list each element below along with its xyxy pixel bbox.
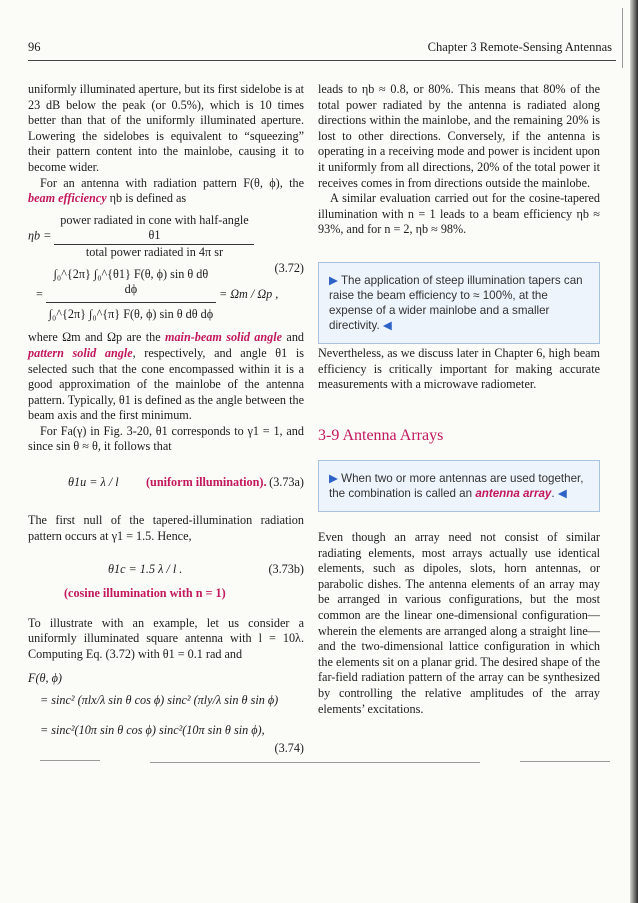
paragraph: To illustrate with an example, let us consider a uniformly illuminated square antenna with l = 10λ. Computing Eq. (3.72) with θ1 = 0.1 rad and — [28, 615, 304, 662]
eq-integral-numerator: ∫₀^{2π} ∫₀^{θ1} F(θ, ϕ) sin θ dθ dϕ — [46, 267, 216, 303]
equation-3-73b — [28, 562, 304, 580]
eq-condition: (cosine illumination with n = 1) — [64, 586, 226, 601]
page-header — [28, 40, 612, 60]
paragraph: For Fa(γ) in Fig. 3-20, θ1 corresponds to γ1 = 1, and since sin θ ≈ θ, it follows that — [28, 423, 304, 454]
edge-mark — [622, 8, 623, 68]
equation-number: (3.73a) — [269, 475, 304, 490]
page-edge-shadow — [630, 0, 638, 903]
eq-lhs: ηb = — [28, 228, 52, 243]
term-antenna-array: antenna array — [475, 487, 552, 500]
chapter-title: Chapter 3 Remote-Sensing Antennas — [427, 40, 612, 54]
equation-number: (3.73b) — [268, 562, 304, 577]
term-main-beam-solid-angle: main-beam solid angle — [164, 330, 283, 345]
eq-condition: (uniform illumination). — [146, 475, 267, 490]
callout-start-icon: ▶ — [329, 472, 338, 485]
eq-line: = sinc²(10π sin θ cos ϕ) sinc²(10π sin θ sin ϕ), — [40, 722, 265, 737]
paragraph — [28, 330, 304, 424]
paragraph: Nevertheless, as we discuss later in Chapter 6, high beam efficiency is critically important for making accurate measurements with a microwave radiometer. — [318, 346, 600, 392]
footer-mark — [520, 761, 610, 762]
text: where Ωm and Ωp are the — [28, 330, 161, 345]
equation-3-73a — [28, 475, 304, 493]
eq-body: θ1u = λ / l — [68, 475, 119, 490]
eq-fraction — [54, 213, 254, 261]
callout-box — [318, 262, 600, 344]
section-heading: 3-9 Antenna Arrays — [318, 427, 444, 444]
callout-text: The application of steep illumination tapers can raise the beam efficiency to ≈ 100%, at the expense of a wider mainlobe and a smaller directivity. — [329, 274, 583, 332]
right-column-arrays — [318, 530, 600, 717]
eq-ratio: = Ωm / Ωp , — [218, 286, 279, 301]
footer-mark — [150, 762, 480, 763]
text: ηb is defined as — [106, 191, 187, 206]
paragraph: A similar evaluation carried out for the cosine-tapered illumination with n = 1 leads to a beam efficiency ηb ≈ 93%, and for n = 2, ηb ≈ 98%. — [318, 191, 600, 237]
paragraph: Even though an array need not consist of similar radiating elements, most arrays actually use identical elements, such as dipoles, slots, horn antennas, or parabolic dishes. The antenna elements of an array may be arranged in various configurations, but the most common are the linear one-dimensional configuration—wherein the elements are arranged along a straight line—and the two-dimensional lattice configuration in which the elements sit on a planar grid. The desired shape of the far-field radiation pattern of the array can be synthesized by controlling the relative amplitudes of the array elements’ excitations. — [318, 530, 600, 716]
right-column-continued — [318, 346, 600, 393]
footer-mark — [40, 760, 100, 761]
eq-numerator: power radiated in cone with half-angle θ1 — [54, 213, 254, 245]
callout-start-icon: ▶ — [329, 274, 338, 287]
paragraph: leads to ηb ≈ 0.8, or 80%. This means that 80% of the total power radiated by the antenna is radiated along directions within the mainlobe, and the remaining 20% is lost to other directions. Conversely, if the antenna is operating in a receiving mode and power is incident upon it uniformly from all directions, 20% of the total power it receives comes in from directions outside the mainlobe. — [318, 82, 600, 190]
text: For an antenna with radiation pattern F(θ, ϕ), the — [40, 175, 304, 190]
text: , respectively, and angle θ1 is selected such that the cone encompassed within it is a good approximation of the mainlobe of the antenna pattern. Typically, θ1 is defined as the angle between the beam axis and the first minimum. — [28, 345, 305, 423]
eq-body: θ1c = 1.5 λ / l . — [108, 562, 183, 577]
paragraph: uniformly illuminated aperture, but its first sidelobe is at 23 dB below the peak (or 0.5%), which is 10 times better than that of the uniformly illuminated aperture. Lowering the sidelobes is equivalent to “squeezing” their pattern content into the mainlobe, causing it to become wider. — [28, 82, 304, 174]
equation-3-74 — [28, 671, 304, 759]
eq-line: F(θ, ϕ) — [28, 670, 62, 685]
eq-integral-fraction — [46, 267, 216, 323]
page-number: 96 — [28, 40, 41, 54]
text: and — [282, 330, 305, 345]
left-column — [28, 82, 304, 759]
callout-text: When two or more antennas are used together, the combination is called an — [329, 472, 584, 500]
callout-end-icon: ◀ — [382, 319, 392, 332]
header-rule — [28, 60, 616, 61]
eq-denominator: total power radiated in 4π sr — [85, 244, 224, 259]
callout-end-icon: ◀ — [557, 487, 567, 500]
eq-line: = sinc² (πlx/λ sin θ cos ϕ) sinc² (πly/λ sin θ sin ϕ) — [40, 692, 279, 707]
equation-number: (3.74) — [274, 740, 304, 755]
callout-box: ▶ When two or more antennas are used together, the combination is called an antenna array. ◀ — [318, 460, 600, 512]
right-column — [318, 82, 600, 238]
equation-3-72: ηb = $\frac{\text{power radiated in cone with half-angle θ1}}{\text{total power radiated in 4π sr}}$ = $\frac{\text{∫₀\textasciicircum{}\{2π\} ∫₀\textasciicircum{}\{θ1\} F(θ, ϕ) sin θ dθ dϕ}}{\text{∫₀\textasciicircum{}\{2π\} ∫₀\textasciicircum{}\{π\} F(θ, ϕ) sin θ dθ dϕ}}$ = Ωm / Ωp , (3.72) — [28, 212, 304, 321]
equation-number: (3.72) — [274, 260, 304, 275]
term-beam-efficiency: beam efficiency — [28, 191, 107, 206]
term-pattern-solid-angle: pattern solid angle — [28, 345, 133, 360]
paragraph: The first null of the tapered-illumination radiation pattern occurs at γ1 = 1.5. Hence, — [28, 513, 304, 543]
eq-integral-denominator: ∫₀^{2π} ∫₀^{π} F(θ, ϕ) sin θ dθ dϕ — [48, 306, 214, 321]
paragraph — [28, 176, 304, 207]
